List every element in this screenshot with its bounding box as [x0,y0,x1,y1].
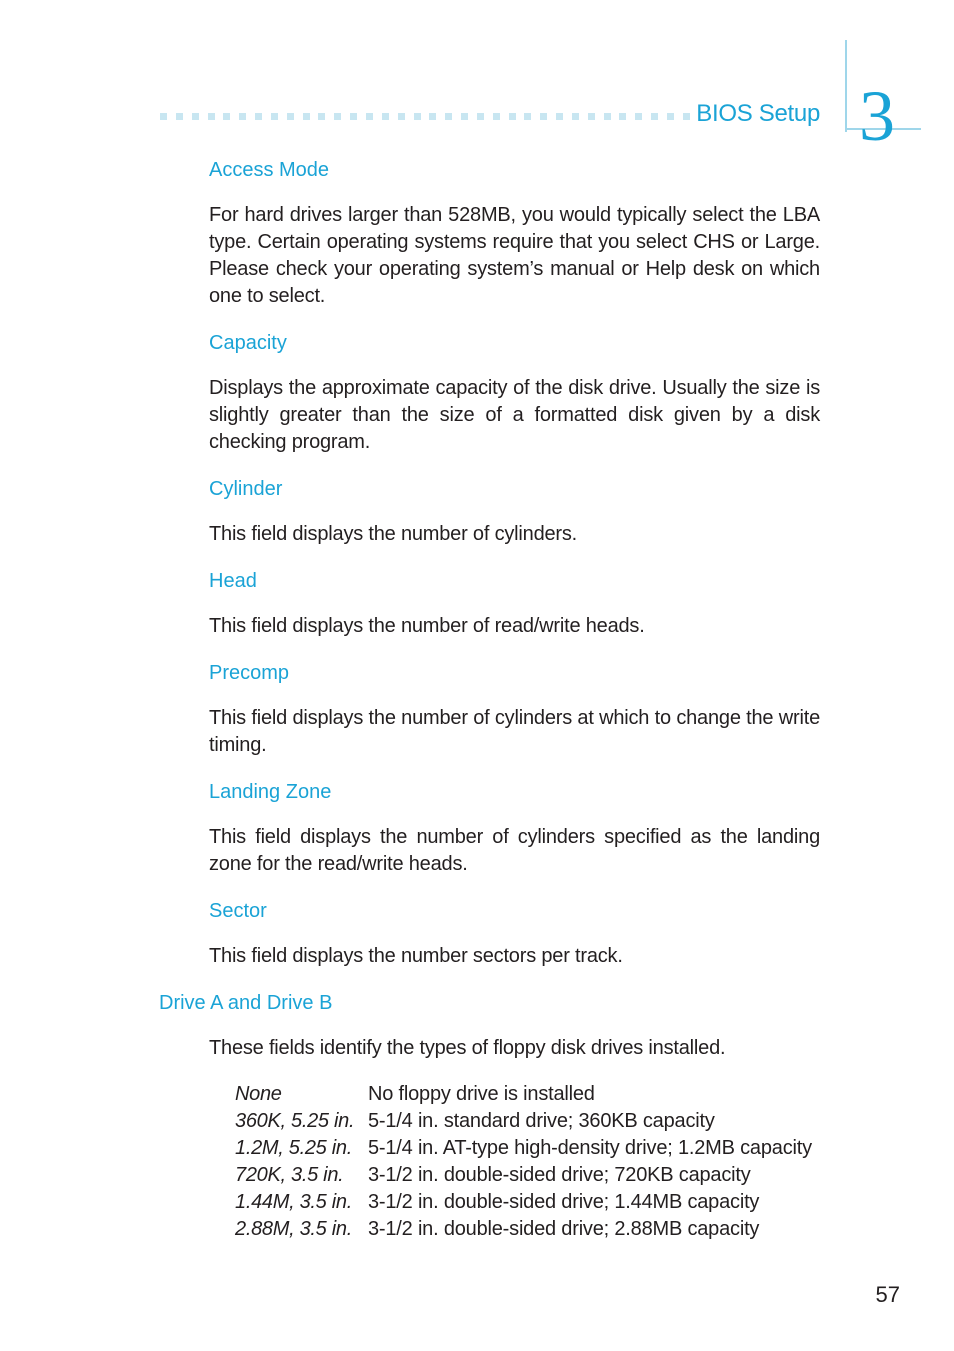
heading-access-mode: Access Mode [209,159,330,181]
drive-type-description: 5-1/4 in. standard drive; 360KB capacity [368,1110,715,1132]
paragraph-head: This field displays the number of read/write heads. [209,615,645,637]
drive-type-description: 5-1/4 in. AT-type high-density drive; 1.2MB capacity [368,1137,812,1159]
paragraph-drive-a-and-drive-b: These fields identify the types of floppy disk drives installed. [209,1037,726,1059]
drive-type-row [235,1081,812,1108]
heading-precomp: Precomp [209,662,290,684]
paragraph-capacity: Displays the approximate capacity of the disk drive. Usually the size is slightly greater than the size of a formatted disk given by a disk checking program. [209,377,820,453]
drive-type-label: 720K, 3.5 in. [235,1164,344,1186]
drive-type-label: 360K, 5.25 in. [235,1110,355,1132]
drive-type-label: 1.2M, 5.25 in. [235,1137,352,1159]
paragraph-landing-zone: This field displays the number of cylinders specified as the landing zone for the read/write heads. [209,826,820,875]
drive-type-label: 1.44M, 3.5 in. [235,1191,352,1213]
chapter-marker-vertical-rule [845,40,847,132]
drive-type-label: None [235,1083,282,1105]
paragraph-access-mode: For hard drives larger than 528MB, you would typically select the LBA type. Certain operating systems require that you select CHS or Large. Please check your operating system’s manual or Help desk on which one to select. [209,204,820,307]
drive-type-description: No floppy drive is installed [368,1083,595,1105]
chapter-number: 3 [859,76,895,156]
heading-drive-a-and-drive-b: Drive A and Drive B [159,992,333,1014]
drive-type-row [235,1189,812,1216]
heading-cylinder: Cylinder [209,478,283,500]
paragraph-sector: This field displays the number sectors per track. [209,945,623,967]
paragraph-cylinder: This field displays the number of cylinders. [209,523,578,545]
drive-type-description: 3-1/2 in. double-sided drive; 1.44MB capacity [368,1191,760,1213]
heading-landing-zone: Landing Zone [209,781,332,803]
heading-sector: Sector [209,900,267,922]
paragraph-precomp: This field displays the number of cylinders at which to change the write timing. [209,707,820,756]
page-number: 57 [875,1282,900,1307]
drive-type-row [235,1135,812,1162]
drive-type-row [235,1162,812,1189]
drive-type-row [235,1108,812,1135]
drive-type-row [235,1216,812,1243]
section-title: BIOS Setup [696,100,820,127]
header-dotted-rule [160,113,690,121]
heading-capacity: Capacity [209,332,287,354]
heading-head: Head [209,570,257,592]
chapter-marker [845,40,921,156]
drive-type-description: 3-1/2 in. double-sided drive; 2.88MB capacity [368,1218,760,1240]
drive-types-list [235,1081,812,1243]
drive-type-description: 3-1/2 in. double-sided drive; 720KB capacity [368,1164,751,1186]
drive-type-label: 2.88M, 3.5 in. [235,1218,352,1240]
